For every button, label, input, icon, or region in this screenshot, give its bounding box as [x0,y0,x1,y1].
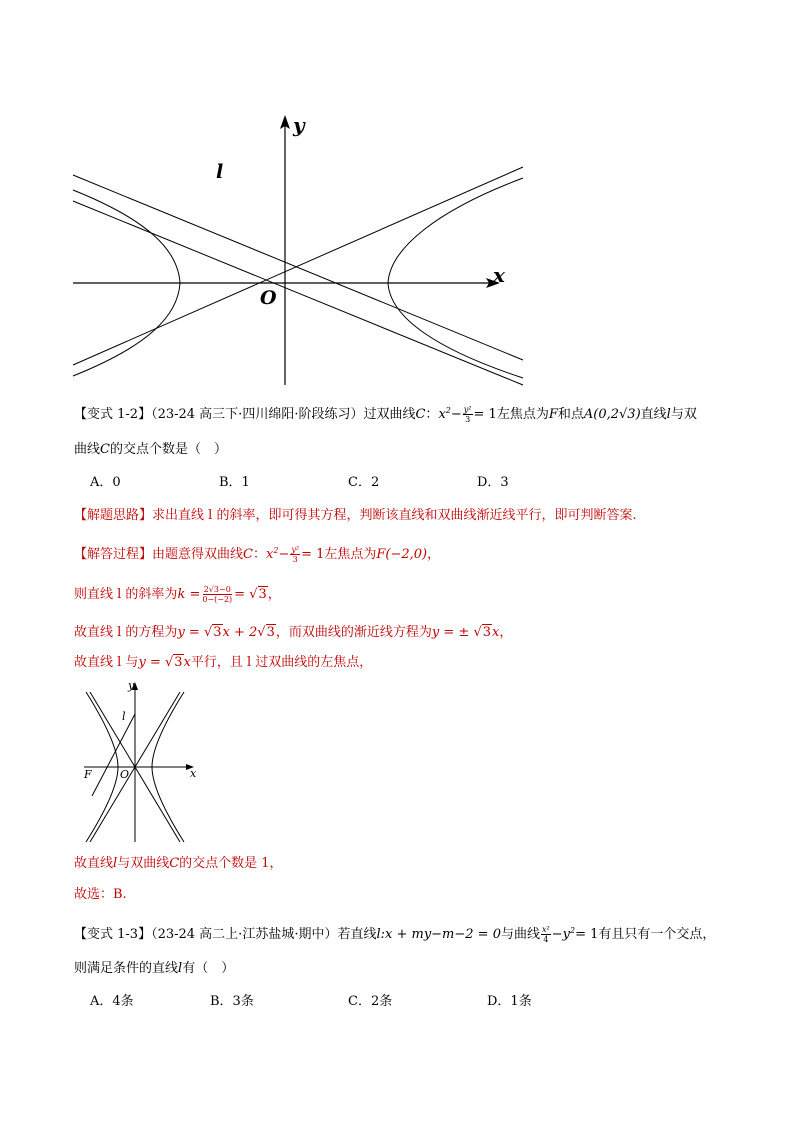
q12-curve-c: C [415,407,426,422]
solution-line1-a: 由题意得双曲线 [152,547,244,562]
q12-tag: 【变式 1-2】 [74,407,152,422]
solution-line3 [74,624,512,642]
analysis-line [74,507,637,525]
q12-option-a[interactable]: A．0 [90,475,121,490]
figure1-origin-label: O [260,287,277,309]
q12-minus: − [450,407,462,422]
analysis-text: 求出直线 l 的斜率，即可得其方程，判断该直线和双曲线渐近线平行，即可判断答案. [152,508,637,523]
q13-fraction: $\frac{\text{x²}}{4}$ [542,925,550,944]
solution-line1-c: C [243,547,253,562]
q13-option-c[interactable]: C．2条 [348,994,393,1009]
hyperbola-figure-1 [68,110,530,392]
solution-line2-fraction: $\frac{2√3-0}{0-(-2)}$ [202,585,233,604]
q12-line2-c: C [100,442,110,457]
solution-line6: 故选：B. [74,887,127,902]
q13-tag: 【变式 1-3】 [74,927,152,942]
q12-text-2: 左焦点为 [496,407,549,422]
q12-text-3: 和点 [557,407,584,422]
q13-source: （23-24 高二上·江苏盐城·期中） [151,927,338,942]
q12-text-4: 直线 [640,407,667,422]
solution-line5-l: l [113,856,118,871]
solution-line3-sqrt2: √3 [257,625,275,640]
q12-option-d[interactable]: D．3 [477,475,509,490]
asymptote-rising [73,167,523,365]
solution-line5-c-text: 的交点个数是 1， [179,856,283,871]
q13-option-a[interactable]: A．4条 [90,994,134,1009]
q12-text-1: 过双曲线 [363,407,416,422]
q12-text-5: 与双 [670,407,697,422]
q12-x2: $x^2$ [438,406,451,422]
solution-line2-k: k = [177,587,201,602]
q13-text-1: 若直线 [337,927,377,942]
figure1-x-label: x [493,263,505,287]
q12-colon: ： [425,407,439,422]
fig2-x-label: x [190,767,197,780]
q12-point-a: A(0,2√3) [583,407,641,422]
q12-line2-text-a: 曲线 [74,442,101,457]
solution-line5-a: 故直线 [74,856,114,871]
q12-line2 [74,441,227,459]
analysis-tag: 【解题思路】 [74,508,153,523]
q12-eq-one: = 1 [473,407,497,422]
q12-source: （23-24 高三下·四川绵阳·阶段练习） [151,407,364,422]
solution-line5-b: 与双曲线 [117,856,170,871]
fig2-O-label: O [120,768,130,781]
q13-line2-b: 有（ ） [182,961,235,976]
solution-line2-a: 则直线 l 的斜率为 [74,587,178,602]
q12-fraction: $\frac{\text{y²}}{3}$ [463,405,472,424]
solution-line3-sqrt3: √3 [473,625,492,640]
solution-line1-colon: ： [252,547,266,562]
q13-curve-rest: $-y^2$ [551,926,576,942]
q12-F: F [548,407,558,422]
solution-line3-sqrt1: √3 [203,625,222,640]
q13-option-b[interactable]: B．3条 [210,994,254,1009]
q13-option-d[interactable]: D．1条 [487,994,532,1009]
q12-option-b[interactable]: B．1 [219,475,250,490]
asymptote-falling [73,201,523,385]
solution-line3-mid: x + 2 [222,625,258,640]
solution-line3-a: 故直线 l 的方程为 [74,625,178,640]
line-l [73,175,523,360]
figure1-line-l-label: l [216,161,224,183]
fig2-y-label: y [128,679,135,692]
solution-line3-asym: y = ± [431,625,470,640]
solution-line1-end: ， [427,547,441,562]
q13-line2-l: l [178,961,183,976]
q13-eq-one: = 1 [575,927,599,942]
solution-line4-sqrt: √3 [164,655,183,670]
solution-line3-end: ， [499,625,513,640]
solution-line2-end: ， [267,587,281,602]
q13-line1 [74,925,715,944]
solution-line2-sqrt: √3 [249,587,267,602]
q12-line2-text-b: 的交点个数是（ ） [109,442,227,457]
solution-line1-focus: F(−2,0) [376,547,428,562]
solution-line4-b: 平行，且 l 过双曲线的左焦点， [190,655,373,670]
q12-l: l [666,407,671,422]
solution-line2 [74,585,281,604]
solution-line3-y: y = [177,625,200,640]
figure1-y-label: y [293,113,305,137]
q13-line-eq: l:x + my−m−2 = 0 [376,927,501,942]
solution-line1 [74,545,440,564]
solution-line4-x: x [183,655,191,670]
q13-line2-a: 则满足条件的直线 [74,961,179,976]
solution-line5-c: C [169,856,180,871]
solution-line3-b: ，而双曲线的渐近线方程为 [275,625,432,640]
q13-line2 [74,960,234,978]
fig2-l-label: l [122,710,126,723]
solution-line1-eq: = 1 [301,547,325,562]
solution-line4 [74,654,372,672]
hyperbola-figure-2 [80,678,205,844]
fig2-F-label: F [84,768,92,781]
solution-line1-minus: − [278,547,290,562]
solution-line1-x2: $x^2$ [266,546,279,562]
solution-line3-x: x [492,625,500,640]
solution-line4-y: y = [138,655,161,670]
solution-line4-a: 故直线 l 与 [74,655,139,670]
solution-line5 [74,855,283,873]
solution-line1-b: 左焦点为 [324,547,377,562]
solution-tag: 【解答过程】 [74,547,153,562]
fig2-line-l [92,714,135,796]
q12-option-c[interactable]: C．2 [348,475,380,490]
q13-text-2: 与曲线 [500,927,540,942]
solution-line2-eq: = [234,587,246,602]
q12-line1 [74,405,697,424]
q13-text-3: 有且只有一个交点， [598,927,716,942]
solution-line1-fraction: $\frac{\text{y²}}{3}$ [291,545,300,564]
